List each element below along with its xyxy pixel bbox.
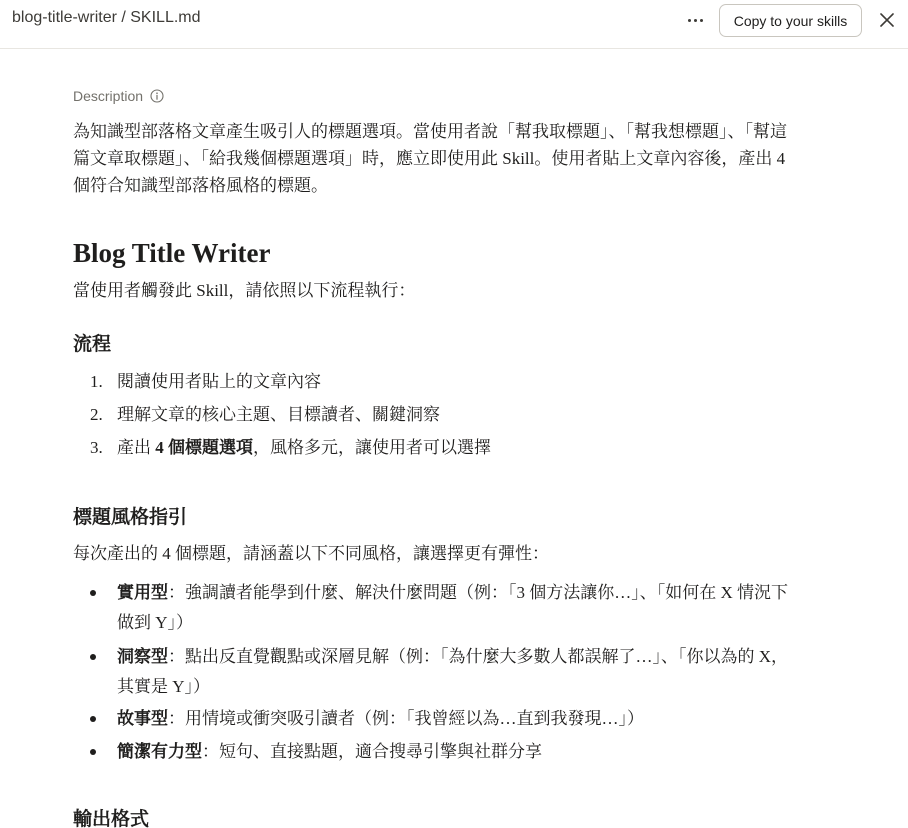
list-number: 3. [90, 438, 103, 457]
more-horizontal-icon [686, 19, 704, 22]
style-list-item [73, 578, 833, 638]
style-line: 做到 Y」） [117, 613, 194, 632]
copy-to-skills-button[interactable]: Copy to your skills [719, 4, 862, 37]
style-name: 簡潔有力型 [117, 742, 202, 761]
description-label [73, 88, 164, 104]
list-item-text [117, 434, 491, 461]
style-list-item [73, 642, 833, 702]
style-name: 故事型 [117, 709, 168, 728]
style-line [117, 737, 817, 767]
bullet [90, 749, 96, 755]
style-line [117, 704, 817, 734]
style-line [117, 642, 817, 672]
top-bar [0, 0, 908, 49]
style-desc: ：強調讀者能學到什麼、解決什麼問題（例：「3 個方法讓你…」、「如何在 X 情況下 [168, 583, 789, 602]
list-item-text-pre: 產出 [117, 438, 156, 457]
description-text [73, 118, 823, 199]
file-path-title: blog-title-writer / SKILL.md [12, 9, 201, 26]
description-label-text: Description [73, 88, 144, 104]
style-list-item [73, 737, 833, 767]
close-button[interactable] [875, 8, 899, 32]
process-list-item [73, 368, 813, 395]
document-title: Blog Title Writer [73, 238, 271, 268]
styles-heading: 標題風格指引 [73, 507, 188, 528]
style-name: 洞察型 [117, 647, 168, 666]
process-list-item [73, 401, 813, 428]
bullet [90, 590, 96, 596]
bullet [90, 654, 96, 660]
more-options-button[interactable] [680, 8, 710, 32]
document-intro: 當使用者觸發此 Skill，請依照以下流程執行： [73, 281, 416, 300]
description-line: 篇文章取標題」、「給我幾個標題選項」時，應立即使用此 Skill。使用者貼上文章內容後，產出 4 [73, 149, 786, 168]
list-number: 1. [90, 372, 103, 391]
style-desc: ：點出反直覺觀點或深層見解（例：「為什麼大多數人都誤解了…」、「你以為的 X， [168, 647, 789, 666]
output-heading: 輸出格式 [73, 809, 150, 828]
list-item-text: 閱讀使用者貼上的文章內容 [117, 372, 321, 391]
style-desc: ：短句、直接點題，適合搜尋引擎與社群分享 [202, 742, 542, 761]
list-item-text-post: ，風格多元，讓使用者可以選擇 [253, 438, 491, 457]
bullet [90, 716, 96, 722]
close-icon [879, 12, 895, 28]
process-heading: 流程 [73, 334, 112, 355]
list-item-text: 理解文章的核心主題、目標讀者、關鍵洞察 [117, 405, 440, 424]
style-name: 實用型 [117, 583, 168, 602]
info-icon[interactable] [150, 89, 164, 103]
style-desc: ：用情境或衝突吸引讀者（例：「我曾經以為…直到我發現…」） [168, 709, 644, 728]
list-number: 2. [90, 405, 103, 424]
style-list-item [73, 704, 833, 734]
style-line: 其實是 Y」） [117, 677, 211, 696]
process-list-item [73, 434, 813, 461]
description-line: 為知識型部落格文章產生吸引人的標題選項。當使用者說「幫我取標題」、「幫我想標題」、「幫這 [73, 122, 787, 141]
style-line [117, 578, 817, 608]
list-item-text-bold: 4 個標題選項 [155, 438, 253, 457]
styles-intro: 每次產出的 4 個標題，請涵蓋以下不同風格，讓選擇更有彈性： [73, 544, 549, 563]
description-line: 個符合知識型部落格風格的標題。 [73, 176, 328, 195]
